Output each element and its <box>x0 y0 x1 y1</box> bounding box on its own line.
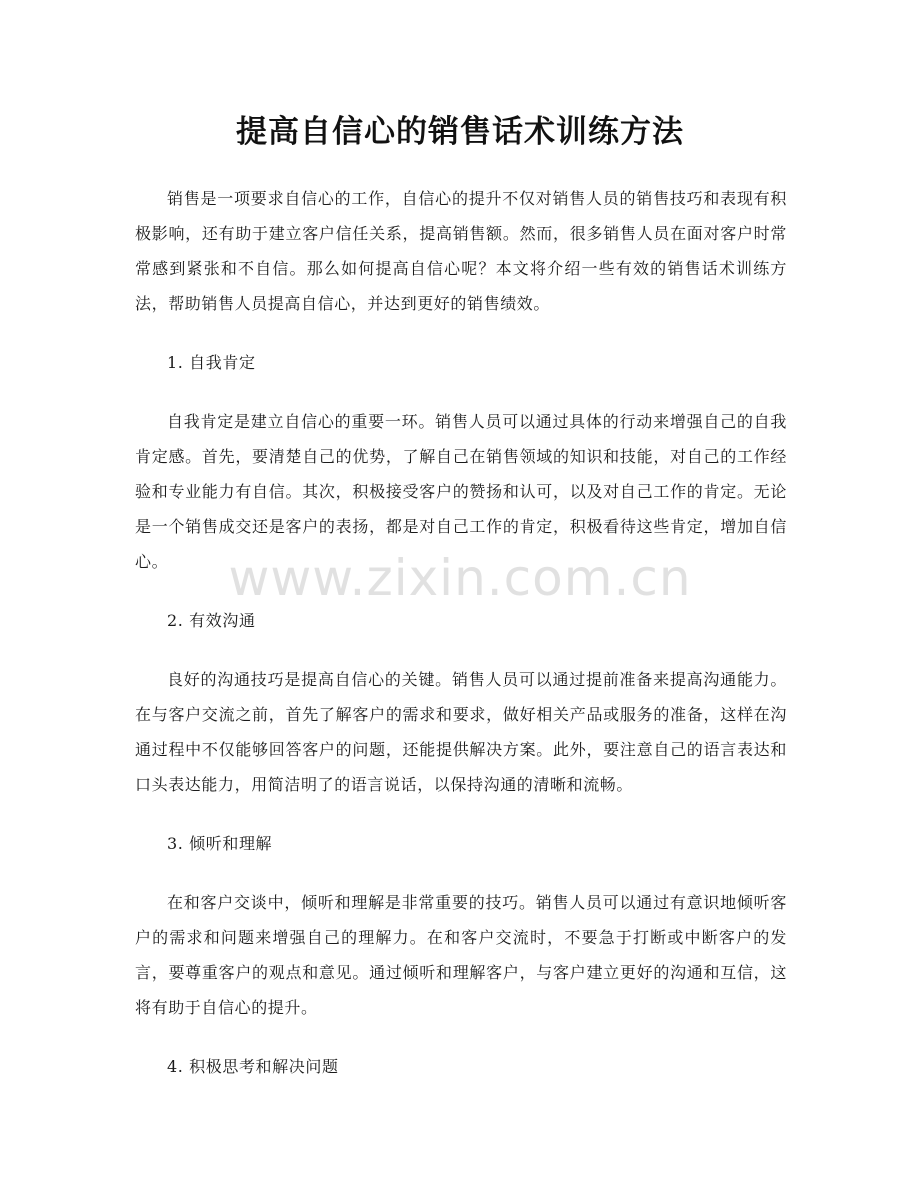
section-1-heading: 1. 自我肯定 <box>167 353 256 372</box>
intro-paragraph: 销售是一项要求自信心的工作，自信心的提升不仅对销售人员的销售技巧和表现有积极影响，还有助于建立客户信任关系，提高销售额。然而，很多销售人员在面对客户时常常感到紧张和不自信。那么如何提高自信心呢？本文将介绍一些有效的销售话术训练方法，帮助销售人员提高自信心，并达到更好的销售绩效。 <box>135 189 787 313</box>
document-title: 提高自信心的销售话术训练方法 <box>236 114 684 150</box>
document-content <box>135 181 787 1084</box>
section-2-heading: 2. 有效沟通 <box>167 611 256 630</box>
section-3-heading: 3. 倾听和理解 <box>167 834 273 853</box>
section-1-body: 自我肯定是建立自信心的重要一环。销售人员可以通过具体的行动来增强自己的自我肯定感。首先，要清楚自己的优势，了解自己在销售领域的知识和技能，对自己的工作经验和专业能力有自信。其次，积极接受客户的赞扬和认可，以及对自己工作的肯定。无论是一个销售成交还是客户的表扬，都是对自己工作的肯定，积极看待这些肯定，增加自信心。 <box>135 412 787 571</box>
section-3-body: 在和客户交谈中，倾听和理解是非常重要的技巧。销售人员可以通过有意识地倾听客户的需求和问题来增强自己的理解力。在和客户交流时，不要急于打断或中断客户的发言，要尊重客户的观点和意见。通过倾听和理解客户，与客户建立更好的沟通和互信，这将有助于自信心的提升。 <box>135 893 787 1017</box>
section-4-heading: 4. 积极思考和解决问题 <box>167 1057 339 1076</box>
section-2-body: 良好的沟通技巧是提高自信心的关键。销售人员可以通过提前准备来提高沟通能力。在与客户交流之前，首先了解客户的需求和要求，做好相关产品或服务的准备，这样在沟通过程中不仅能够回答客户的问题，还能提供解决方案。此外，要注意自己的语言表达和口头表达能力，用简洁明了的语言说话，以保持沟通的清晰和流畅。 <box>135 670 787 794</box>
watermark: www.zixin.com.cn <box>228 549 692 607</box>
